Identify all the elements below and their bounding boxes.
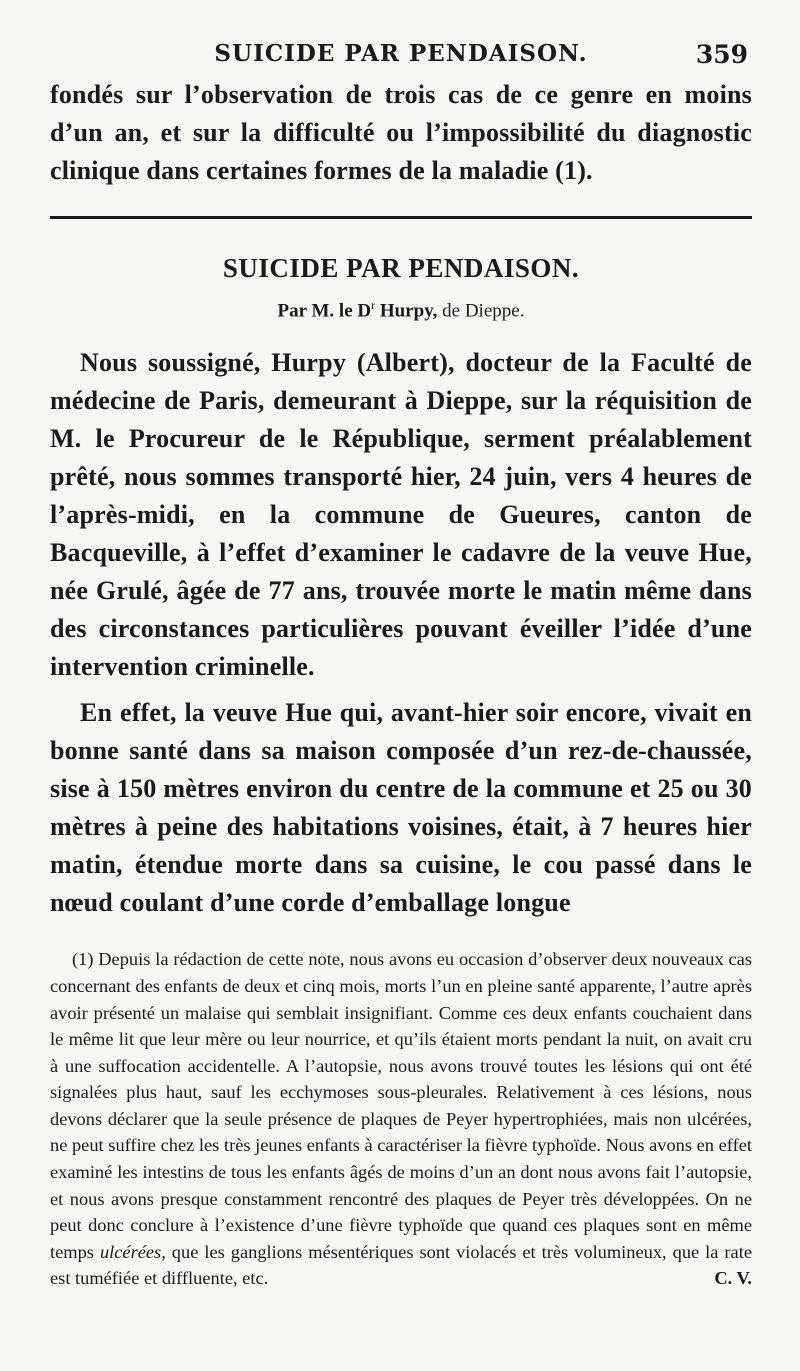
page-number: 359	[695, 40, 748, 69]
byline-prefix: Par M. le D	[277, 300, 372, 322]
body-paragraph-2: En effet, la veuve Hue qui, avant-hier soir encore, vivait en bonne santé dans sa maison composée d’un rez-de-chaussée, sise à 150 mètres environ du centre de la commune et 25 ou 30 mètres à peine des habitations voisines, était, à 7 heures hier matin, étendue morte dans sa cuisine, le cou passé dans le nœud coulant d’une corde d’emballage longue	[50, 698, 752, 918]
footnote	[50, 946, 752, 1292]
footnote-signature: C. V.	[714, 1268, 752, 1289]
footnote-text-a: (1) Depuis la rédaction de cette note, nous avons eu occasion d’observer deux nouveaux cas concernant des enfants de deux et cinq mois, morts l’un en pleine santé apparente, l’autre après avoir présenté un malaise qui semblait insignifiant. Comme ces deux enfants couchaient dans le même lit que leur mère ou leur nourrice, et qu’ils étaient morts pendant la nuit, on avait cru à une suffocation accidentelle. A l’autopsie, nous avons trouvé toutes les lésions qui ont été signalées plus haut, sauf les ecchymoses sous-pleurales. Relativement à ces lésions, nous devons déclarer que la seule présence de plaques de Peyer hypertrophiées, mais non ulcérées, ne peut suffire chez les très jeunes enfants à caractériser la fièvre typhoïde. Nous avons en effet examiné les intestins de tous les enfants âgés de moins d’un an dont nous avons fait l’autopsie, et nous avons presque constamment rencontré des plaques de Peyer très développées. On ne peut donc conclure à l’existence d’une fièvre typhoïde que quand ces plaques sont en même temps	[50, 949, 752, 1262]
section-divider	[50, 216, 752, 219]
footnote-text-b: que les ganglions mésentériques sont violacés et très volumineux, que la rate est tuméfiée et diffluente, etc.	[50, 1241, 752, 1289]
byline-place: de Dieppe.	[442, 300, 525, 322]
lead-paragraph: fondés sur l’observation de trois cas de ce genre en moins d’un an, et sur la difficulté ou l’impossibilité du diagnostic clinique dans certaines formes de la maladie (1).	[50, 80, 752, 185]
footnote-text	[50, 946, 752, 1292]
footnote-italic: ulcérées,	[99, 1241, 166, 1262]
body-paragraph-1: Nous soussigné, Hurpy (Albert), docteur de la Faculté de médecine de Paris, demeurant à Dieppe, sur la réquisition de M. le Procureur de le République, serment préalablement prêté, nous sommes transporté hier, 24 juin, vers 4 heures de l’après-midi, en la commune de Gueures, canton de Bacqueville, à l’effet d’examiner le cadavre de la veuve Hue, née Grulé, âgée de 77 ans, trouvée morte le matin même dans des circonstances particulières pouvant éveiller l’idée d’une intervention criminelle.	[50, 348, 752, 682]
byline-author: Hurpy,	[379, 300, 438, 322]
running-header	[50, 0, 752, 72]
byline	[50, 298, 752, 322]
article-title: SUICIDE PAR PENDAISON.	[222, 253, 580, 283]
running-title: SUICIDE PAR PENDAISON.	[214, 40, 588, 67]
byline-sup: r	[371, 298, 376, 312]
